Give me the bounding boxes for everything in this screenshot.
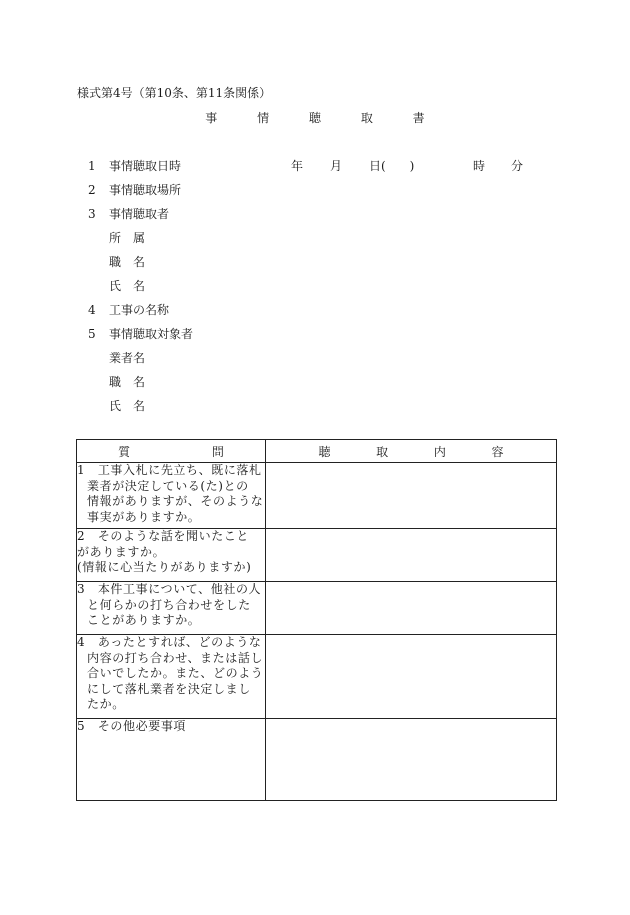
question-cell [77, 529, 266, 582]
answer-cell[interactable] [266, 719, 557, 801]
header-char: 質 [118, 444, 131, 459]
datetime-month: 月 [330, 159, 343, 173]
table-row [77, 463, 557, 529]
header-content [266, 440, 557, 463]
question-line: たか。 [87, 697, 125, 711]
question-cell [77, 719, 266, 801]
datetime-hour: 時 [473, 159, 486, 173]
question-line: 事実がありますか。 [87, 509, 201, 524]
question-line: 情報がありますが、そのような [87, 494, 264, 508]
question-line: がありますか。 [77, 544, 166, 559]
question-line: 3 本件工事について、他社の人 [77, 582, 262, 596]
question-line: 1 工事入札に先立ち、既に落札 [77, 463, 262, 477]
field-place-label: 事情聴取場所 [109, 183, 182, 197]
field-interviewer-label: 事情聴取者 [109, 207, 170, 221]
field-position-label: 職 名 [109, 255, 146, 269]
title-char: 事 [205, 111, 218, 125]
form-number: 様式第4号（第10条、第11条関係） [77, 86, 272, 100]
title-char: 取 [360, 111, 373, 125]
field-num: 3 [88, 207, 96, 221]
field-num: 2 [88, 183, 96, 197]
field-datetime-label: 事情聴取日時 [109, 159, 182, 173]
title-char: 情 [257, 111, 270, 125]
field-name-label: 氏 名 [109, 399, 146, 413]
document-title [0, 112, 630, 124]
datetime-minute: 分 [511, 159, 524, 173]
question-line: 4 あったとすれば、どのような [77, 635, 262, 649]
title-char: 聴 [308, 111, 321, 125]
header-char: 内 [433, 444, 446, 459]
header-char: 問 [211, 444, 224, 459]
question-line: 業者が決定している(た)との [87, 478, 249, 493]
question-cell [77, 463, 266, 529]
field-affiliation-label: 所 属 [109, 231, 146, 245]
field-name-label: 氏 名 [109, 279, 146, 293]
field-position-label: 職 名 [109, 375, 146, 389]
header-char: 取 [376, 444, 389, 459]
question-line: (情報に心当たりがありますか) [77, 560, 252, 574]
table-row [77, 582, 557, 635]
question-cell [77, 635, 266, 719]
title-char: 書 [412, 111, 425, 125]
field-interviewee-label: 事情聴取対象者 [109, 327, 194, 341]
table-row [77, 635, 557, 719]
question-line: 5 その他必要事項 [77, 719, 187, 733]
question-line: 内容の打ち合わせ、または話し [87, 650, 264, 665]
question-line: ことがありますか。 [87, 613, 201, 627]
field-num: 5 [88, 327, 96, 341]
field-num: 1 [88, 159, 96, 173]
question-line: と何らかの打ち合わせをした [87, 597, 251, 612]
table-row [77, 529, 557, 582]
question-line: 合いでしたか。また、どのよう [87, 666, 264, 680]
datetime-day: 日( ) [369, 159, 415, 173]
datetime-year: 年 [291, 159, 304, 173]
table-header-row [77, 440, 557, 463]
field-work-name-label: 工事の名称 [109, 303, 170, 317]
question-line: 2 そのような話を聞いたこと [77, 529, 250, 543]
header-char: 聴 [318, 444, 331, 459]
answer-cell[interactable] [266, 635, 557, 719]
answer-cell[interactable] [266, 463, 557, 529]
interview-table [76, 439, 557, 801]
question-cell [77, 582, 266, 635]
answer-cell[interactable] [266, 529, 557, 582]
table-row [77, 719, 557, 801]
header-char: 容 [491, 444, 504, 459]
answer-cell[interactable] [266, 582, 557, 635]
field-num: 4 [88, 303, 96, 317]
field-company-label: 業者名 [109, 351, 146, 365]
header-question [77, 440, 266, 463]
question-line: にして落札業者を決定しまし [87, 681, 251, 696]
